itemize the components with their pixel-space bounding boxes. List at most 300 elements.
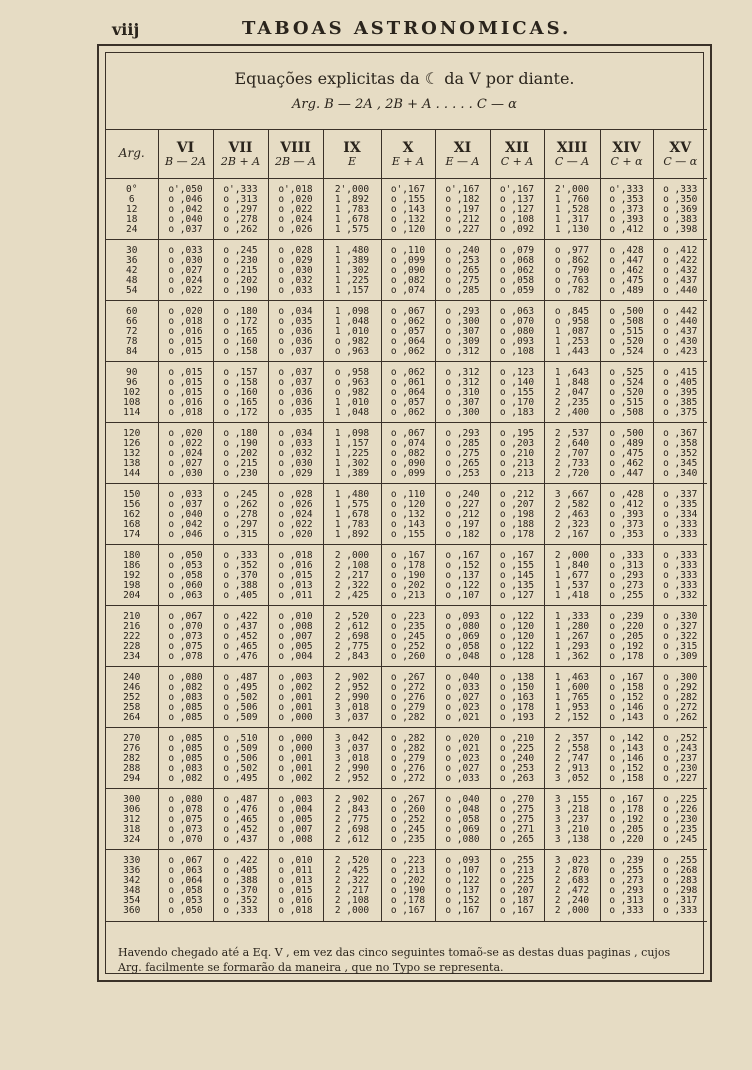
arg-value: 66 xyxy=(126,316,138,327)
equation-value: o ,085 xyxy=(168,753,203,764)
value-cell xyxy=(381,789,435,850)
equation-value: o ,335 xyxy=(663,499,698,510)
arg-value: 0° xyxy=(126,184,138,195)
arg-cell xyxy=(106,484,158,545)
equation-value: o ,001 xyxy=(278,692,313,703)
equation-value: o ,423 xyxy=(663,346,698,357)
equation-value: 1 ,953 xyxy=(554,702,590,713)
equation-value: o ,042 xyxy=(168,204,203,215)
equation-value: o ,033 xyxy=(278,438,313,449)
equation-value: o ,437 xyxy=(223,834,258,845)
arg-value: 6 xyxy=(128,194,135,205)
equation-value: o ,297 xyxy=(223,204,258,215)
value-cell xyxy=(381,545,435,606)
equation-value: o ,476 xyxy=(223,804,258,815)
equation-value: o ,001 xyxy=(278,702,313,713)
value-cell xyxy=(213,179,268,240)
arg-value: 144 xyxy=(123,468,141,479)
equation-value: o ,037 xyxy=(168,499,203,510)
equation-value: o ,073 xyxy=(168,824,203,835)
equation-value: 2 ,323 xyxy=(554,519,590,530)
arg-value: 210 xyxy=(123,611,141,622)
equation-value: o ,015 xyxy=(168,387,203,398)
equation-value: o ,028 xyxy=(278,489,313,500)
equation-value: o ,240 xyxy=(445,489,480,500)
arg-value: 132 xyxy=(123,448,141,459)
equation-value: o ,036 xyxy=(278,326,313,337)
equation-value: 2 ,720 xyxy=(554,468,590,479)
equation-value: o ,253 xyxy=(445,468,480,479)
equation-value: o ,120 xyxy=(390,224,426,235)
equation-value: o',167 xyxy=(499,184,535,195)
equation-value: o ,506 xyxy=(223,753,258,764)
value-cell xyxy=(268,301,323,362)
equation-argument: 2B — A xyxy=(274,154,317,168)
equation-value: o ,093 xyxy=(445,611,480,622)
equation-value: 3 ,218 xyxy=(554,804,590,815)
equation-value: o ,265 xyxy=(499,834,535,845)
equation-numeral: VII xyxy=(228,139,253,156)
arg-value: 48 xyxy=(126,275,138,286)
equation-value: 1 ,848 xyxy=(554,377,590,388)
equation-value: o ,293 xyxy=(609,570,644,581)
equation-value: o ,178 xyxy=(499,529,535,540)
equation-value: o ,024 xyxy=(168,448,203,459)
value-cell xyxy=(490,545,544,606)
equation-value: o ,080 xyxy=(445,834,480,845)
value-cell xyxy=(600,362,653,423)
equation-value: 2 ,240 xyxy=(554,895,590,906)
value-cell xyxy=(435,301,490,362)
equation-value: o ,230 xyxy=(663,814,698,825)
equation-value: o ,083 xyxy=(168,763,203,774)
arg-value: 174 xyxy=(123,529,141,540)
equation-value: o ,062 xyxy=(390,316,426,327)
equation-value: o ,452 xyxy=(223,631,258,642)
equation-value: 2 ,217 xyxy=(334,885,370,896)
equation-value: o ,123 xyxy=(499,367,535,378)
equation-value: o ,440 xyxy=(663,285,698,296)
equation-value: o ,080 xyxy=(445,621,480,632)
equation-value: o ,370 xyxy=(223,570,258,581)
equation-value: o ,178 xyxy=(390,560,426,571)
value-cell xyxy=(653,240,707,301)
equation-value: o ,150 xyxy=(499,682,535,693)
equation-value: 2 ,990 xyxy=(334,763,370,774)
equation-value: o ,520 xyxy=(609,387,644,398)
equation-value: o ,405 xyxy=(663,377,698,388)
arg-value: 234 xyxy=(123,651,141,662)
equation-value: 1 ,480 xyxy=(334,245,370,256)
equation-value: o ,167 xyxy=(390,550,426,561)
equation-value: o ,190 xyxy=(390,570,426,581)
equation-value: o ,226 xyxy=(663,804,698,815)
table-title: Equações explicitas da ☾ da V por diante. xyxy=(234,69,575,88)
value-cell xyxy=(213,240,268,301)
equation-value: 1 ,362 xyxy=(554,651,590,662)
equation-value: o ,010 xyxy=(278,855,313,866)
equation-value: o ,278 xyxy=(223,214,258,225)
equation-value: o ,252 xyxy=(390,641,426,652)
equation-value: o ,170 xyxy=(499,397,535,408)
equation-value: 2 ,322 xyxy=(334,580,370,591)
value-cell xyxy=(323,545,381,606)
value-cell xyxy=(435,789,490,850)
equation-value: o ,312 xyxy=(445,346,480,357)
equation-value: o ,057 xyxy=(390,397,426,408)
equation-value: o ,398 xyxy=(663,224,698,235)
equation-value: o ,333 xyxy=(663,570,698,581)
equation-value: o ,020 xyxy=(278,529,313,540)
arg-value: 180 xyxy=(123,550,141,561)
equation-value: o ,030 xyxy=(168,468,203,479)
page-number: viij xyxy=(112,20,140,39)
equation-value: o ,023 xyxy=(445,753,480,764)
equation-value: o ,369 xyxy=(663,204,698,215)
equation-value: o ,007 xyxy=(278,631,313,642)
equation-value: 1 ,225 xyxy=(334,448,370,459)
arg-value: 312 xyxy=(123,814,141,825)
equation-value: o ,237 xyxy=(663,753,698,764)
equation-value: o ,090 xyxy=(390,265,426,276)
equation-value: o ,245 xyxy=(223,245,258,256)
equation-value: o ,037 xyxy=(278,377,313,388)
equation-value: o ,350 xyxy=(663,194,698,205)
value-cell xyxy=(653,484,707,545)
value-cell xyxy=(544,667,600,728)
equation-value: o ,333 xyxy=(663,580,698,591)
equation-value: 1 ,225 xyxy=(334,275,370,286)
equation-value: o ,310 xyxy=(445,387,480,398)
equation-value: o ,213 xyxy=(390,590,426,601)
equation-value: o ,465 xyxy=(223,641,258,652)
equation-value: o ,506 xyxy=(223,702,258,713)
equation-value: o ,082 xyxy=(168,682,203,693)
equation-value: o ,412 xyxy=(663,245,698,256)
equation-value: o ,036 xyxy=(278,387,313,398)
equation-value: o ,005 xyxy=(278,814,313,825)
equation-value: o ,862 xyxy=(554,255,590,266)
equation-value: o ,122 xyxy=(445,580,480,591)
equation-value: o ,202 xyxy=(390,875,426,886)
value-cell xyxy=(600,728,653,789)
equation-value: o ,062 xyxy=(390,346,426,357)
equation-value: 2 ,400 xyxy=(554,407,590,418)
value-cell xyxy=(268,484,323,545)
arg-value: 120 xyxy=(123,428,141,439)
equation-value: o ,005 xyxy=(278,641,313,652)
value-cell xyxy=(323,850,381,922)
value-cell xyxy=(435,179,490,240)
equation-value: o ,070 xyxy=(499,316,535,327)
equation-value: o ,000 xyxy=(278,743,313,754)
equation-value: o ,080 xyxy=(168,794,203,805)
value-cell xyxy=(490,179,544,240)
equation-value: o ,033 xyxy=(168,489,203,500)
equation-value: 3 ,037 xyxy=(334,743,370,754)
equation-value: 1 ,048 xyxy=(334,316,370,327)
equation-value: 3 ,023 xyxy=(554,855,590,866)
value-cell xyxy=(268,728,323,789)
equation-value: 1 ,098 xyxy=(334,428,370,439)
equation-value: 1 ,840 xyxy=(554,560,590,571)
equation-value: o ,143 xyxy=(609,712,644,723)
equation-value: 2 ,108 xyxy=(334,895,370,906)
equation-value: o ,069 xyxy=(445,631,480,642)
equation-value: o ,099 xyxy=(390,468,426,479)
value-cell xyxy=(268,423,323,484)
equation-value: o ,215 xyxy=(223,265,258,276)
table-row-group xyxy=(106,667,707,728)
equation-value: o ,205 xyxy=(609,631,644,642)
equation-value: o ,030 xyxy=(278,265,313,276)
equation-value: o ,524 xyxy=(609,377,644,388)
equation-value: o ,230 xyxy=(223,255,258,266)
equation-value: o ,388 xyxy=(223,580,258,591)
equation-value: o ,030 xyxy=(168,255,203,266)
equation-argument: 2B + A xyxy=(220,154,261,168)
equation-value: 2 ,000 xyxy=(334,905,370,916)
equation-numeral: VIII xyxy=(280,139,311,156)
equation-value: o ,032 xyxy=(278,448,313,459)
arg-value: 258 xyxy=(123,702,141,713)
arg-cell xyxy=(106,240,158,301)
equation-value: o ,271 xyxy=(499,824,535,835)
value-cell xyxy=(268,789,323,850)
equation-value: o ,085 xyxy=(168,702,203,713)
equation-value: 2',000 xyxy=(334,184,370,195)
equation-value: o ,178 xyxy=(609,651,644,662)
equation-value: 1 ,892 xyxy=(334,529,370,540)
equation-value: o ,132 xyxy=(390,509,426,520)
value-cell xyxy=(435,728,490,789)
equation-value: 1 ,389 xyxy=(334,468,370,479)
equation-value: o ,212 xyxy=(445,509,480,520)
value-cell xyxy=(381,606,435,667)
equation-value: o ,353 xyxy=(609,194,644,205)
equation-value: o ,085 xyxy=(168,733,203,744)
equation-value: o ,272 xyxy=(390,682,426,693)
equation-value: o ,068 xyxy=(499,255,535,266)
equation-value: 2 ,537 xyxy=(554,428,590,439)
equation-value: o ,082 xyxy=(390,448,426,459)
equation-value: 1 ,480 xyxy=(334,489,370,500)
arg-value: 126 xyxy=(123,438,141,449)
equation-column-header xyxy=(600,130,653,179)
equation-value: o ,046 xyxy=(168,529,203,540)
equation-value: o ,790 xyxy=(554,265,590,276)
equation-column-header xyxy=(158,130,213,179)
value-cell xyxy=(323,301,381,362)
equation-value: o ,345 xyxy=(663,458,698,469)
equation-value: o ,167 xyxy=(609,794,644,805)
equation-value: o ,163 xyxy=(499,692,535,703)
equation-value: o ,143 xyxy=(390,204,426,215)
equation-value: 2 ,902 xyxy=(334,672,370,683)
equation-value: o ,160 xyxy=(223,336,258,347)
equation-value: o ,069 xyxy=(445,824,480,835)
equation-value: 1 ,317 xyxy=(554,214,590,225)
equation-value: o ,489 xyxy=(609,285,644,296)
equation-value: o ,239 xyxy=(609,611,644,622)
equation-value: o ,297 xyxy=(223,519,258,530)
equation-value: o ,963 xyxy=(334,346,370,357)
value-cell xyxy=(600,484,653,545)
equation-value: 3 ,052 xyxy=(554,773,590,784)
equation-value: 1 ,892 xyxy=(334,194,370,205)
equation-value: o ,180 xyxy=(223,306,258,317)
equation-value: o ,167 xyxy=(499,550,535,561)
equation-value: o ,024 xyxy=(168,275,203,286)
equation-value: o ,090 xyxy=(390,458,426,469)
equation-value: o ,245 xyxy=(223,489,258,500)
equation-value: 1 ,253 xyxy=(554,336,590,347)
table-frame xyxy=(97,44,712,982)
equation-value: 1 ,302 xyxy=(334,458,370,469)
equation-value: 1 ,678 xyxy=(334,509,370,520)
value-cell xyxy=(435,240,490,301)
equation-value: o ,122 xyxy=(499,641,535,652)
equation-value: o ,282 xyxy=(390,712,426,723)
equation-value: o ,428 xyxy=(609,489,644,500)
equation-value: o ,064 xyxy=(168,875,203,886)
equation-value: o ,016 xyxy=(168,326,203,337)
arg-cell xyxy=(106,545,158,606)
equation-value: o ,313 xyxy=(609,560,644,571)
equation-value: o ,340 xyxy=(663,468,698,479)
equation-value: o ,963 xyxy=(334,377,370,388)
equation-value: 2 ,990 xyxy=(334,692,370,703)
value-cell xyxy=(381,850,435,922)
equation-value: 3 ,667 xyxy=(554,489,590,500)
equation-value: o ,155 xyxy=(390,194,426,205)
arg-value: 342 xyxy=(123,875,141,886)
equation-value: o ,476 xyxy=(223,651,258,662)
value-cell xyxy=(323,484,381,545)
equation-value: o ,167 xyxy=(499,905,535,916)
equation-value: o ,015 xyxy=(168,346,203,357)
arg-value: 300 xyxy=(123,794,141,805)
value-cell xyxy=(600,606,653,667)
value-cell xyxy=(158,545,213,606)
equation-value: o ,415 xyxy=(663,367,698,378)
equation-numeral: XII xyxy=(505,139,529,156)
equation-value: o ,024 xyxy=(278,509,313,520)
equation-value: o ,192 xyxy=(609,641,644,652)
equation-value: o ,337 xyxy=(663,489,698,500)
equation-value: o ,197 xyxy=(445,519,480,530)
equation-column-header xyxy=(490,130,544,179)
equation-value: o ,422 xyxy=(663,255,698,266)
equation-value: o ,003 xyxy=(278,672,313,683)
equation-value: o ,276 xyxy=(390,763,426,774)
equation-value: 3 ,018 xyxy=(334,753,370,764)
equation-value: o ,048 xyxy=(445,651,480,662)
equation-value: 1 ,010 xyxy=(334,326,370,337)
equation-value: 2 ,733 xyxy=(554,458,590,469)
equation-value: 1 ,528 xyxy=(554,204,590,215)
value-cell xyxy=(435,850,490,922)
equation-value: o ,300 xyxy=(445,316,480,327)
equation-value: o ,260 xyxy=(390,651,426,662)
equation-value: o ,375 xyxy=(663,407,698,418)
equation-value: o ,180 xyxy=(223,428,258,439)
value-cell xyxy=(435,484,490,545)
equation-value: o ,137 xyxy=(445,885,480,896)
equation-value: o ,495 xyxy=(223,682,258,693)
equation-value: o ,067 xyxy=(168,855,203,866)
value-cell xyxy=(158,484,213,545)
equation-value: o ,334 xyxy=(663,509,698,520)
value-cell xyxy=(435,667,490,728)
equation-value: o ,405 xyxy=(223,590,258,601)
equation-value: o ,845 xyxy=(554,306,590,317)
equation-numeral: XIII xyxy=(556,139,588,156)
value-cell xyxy=(213,667,268,728)
equation-column-header xyxy=(435,130,490,179)
equation-value: o ,062 xyxy=(390,367,426,378)
equation-value: o ,213 xyxy=(499,458,535,469)
equation-column-header xyxy=(268,130,323,179)
value-cell xyxy=(490,728,544,789)
equation-value: o ,080 xyxy=(168,672,203,683)
equation-value: o ,030 xyxy=(278,458,313,469)
equation-value: o ,099 xyxy=(390,255,426,266)
equation-value: o ,062 xyxy=(499,265,535,276)
equation-value: o ,508 xyxy=(609,407,644,418)
equation-value: o ,285 xyxy=(445,285,480,296)
equation-value: 3 ,042 xyxy=(334,733,370,744)
equation-value: 2 ,047 xyxy=(554,387,590,398)
equation-value: o ,027 xyxy=(445,763,480,774)
equation-value: o ,020 xyxy=(445,733,480,744)
value-cell xyxy=(158,240,213,301)
equation-value: o ,502 xyxy=(223,763,258,774)
equation-value: o ,152 xyxy=(445,895,480,906)
equation-value: o ,188 xyxy=(499,519,535,530)
equation-value: o ,122 xyxy=(445,875,480,886)
equation-value: o ,428 xyxy=(609,245,644,256)
equation-value: 2 ,843 xyxy=(334,651,370,662)
equation-value: o ,282 xyxy=(390,743,426,754)
value-cell xyxy=(213,301,268,362)
equation-value: o ,279 xyxy=(390,702,426,713)
equation-value: o ,352 xyxy=(223,560,258,571)
equation-value: o ,034 xyxy=(278,306,313,317)
table-row-group xyxy=(106,423,707,484)
value-cell xyxy=(653,728,707,789)
equation-value: 1 ,389 xyxy=(334,255,370,266)
equation-value: o ,412 xyxy=(609,224,644,235)
equation-value: o ,127 xyxy=(499,204,535,215)
equation-value: o ,085 xyxy=(168,743,203,754)
equation-value: o ,333 xyxy=(223,905,258,916)
equation-value: o ,064 xyxy=(390,387,426,398)
equation-column-header xyxy=(213,130,268,179)
equation-numeral: VI xyxy=(176,139,195,156)
equation-value: o ,172 xyxy=(223,316,258,327)
equation-value: o ,278 xyxy=(223,509,258,520)
equation-value: o ,373 xyxy=(609,204,644,215)
arg-value: 270 xyxy=(123,733,141,744)
equation-value: o ,252 xyxy=(390,814,426,825)
equation-value: o ,027 xyxy=(168,265,203,276)
value-cell xyxy=(323,179,381,240)
equation-value: 1 ,783 xyxy=(334,519,370,530)
equation-value: o ,515 xyxy=(609,326,644,337)
equation-value: o ,020 xyxy=(168,306,203,317)
equation-value: o ,243 xyxy=(663,743,698,754)
